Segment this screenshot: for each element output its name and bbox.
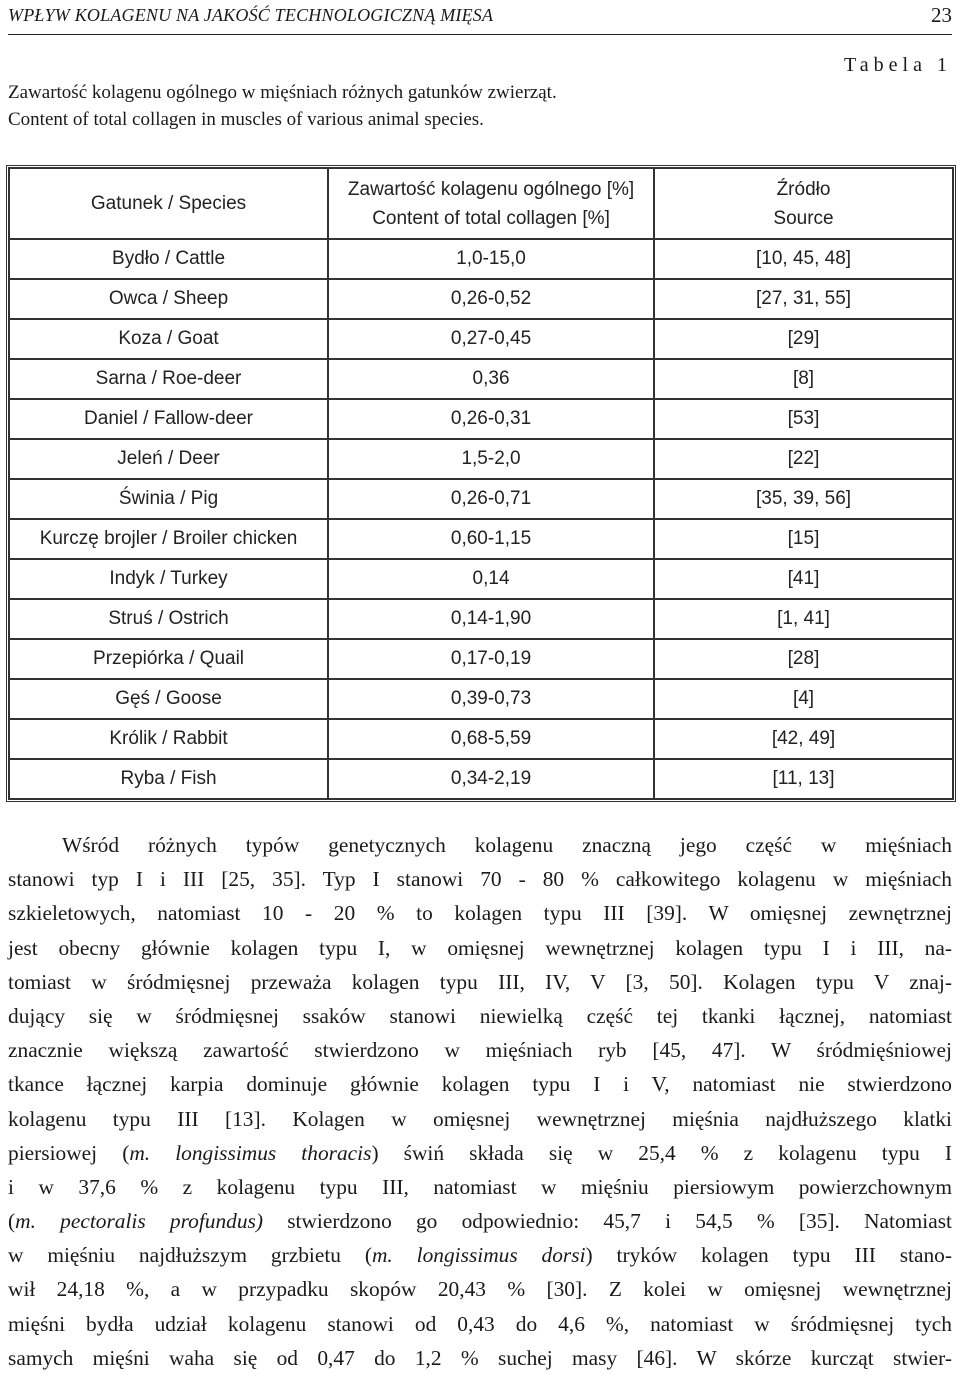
table-row: [9, 279, 953, 319]
source-cell: [42, 49]: [654, 719, 953, 759]
source-cell: [11, 13]: [654, 759, 953, 799]
text-line: i w 37,6 % z kolagenu typu III, natomiast w mięśniu piersiowym powierzchownym: [8, 1174, 952, 1199]
table-header-row: [9, 168, 953, 239]
text-line: w mięśniu najdłuższym grzbietu (m. longissimus dorsi) tryków kolagen typu III stano-: [8, 1243, 952, 1268]
content-cell: 0,26-0,31: [328, 399, 654, 439]
content-cell: 0,34-2,19: [328, 759, 654, 799]
table-row: [9, 479, 953, 519]
table-row: [9, 559, 953, 599]
table-label: Tabela 1: [843, 54, 952, 76]
table-row: [9, 719, 953, 759]
header-content-pl: Zawartość kolagenu ogólnego [%]: [347, 178, 635, 200]
source-cell: [35, 39, 56]: [654, 479, 953, 519]
text-line: wił 24,18 %, a w przypadku skopów 20,43 % [30]. Z kolei w omięsnej wewnętrznej: [8, 1277, 952, 1302]
source-cell: [15]: [654, 519, 953, 559]
text-line: jest obecny głównie kolagen typu I, w omięsnej wewnętrznej kolagen typu I i III, na-: [8, 935, 952, 960]
text-line: tkance łącznej karpia dominuje głównie kolagen typu I i V, natomiast nie stwierdzono: [8, 1072, 952, 1097]
content-cell: 0,68-5,59: [328, 719, 654, 759]
table-row: [9, 399, 953, 439]
species-cell: Sarna / Roe-deer: [9, 359, 328, 399]
source-cell: [28]: [654, 639, 953, 679]
table-body: [9, 239, 953, 799]
species-cell: Indyk / Turkey: [9, 559, 328, 599]
text-line: stanowi typ I i III [25, 35]. Typ I stanowi 70 - 80 % całkowitego kolagenu w mięśniach: [8, 867, 952, 892]
running-title: WPŁYW KOLAGENU NA JAKOŚĆ TECHNOLOGICZNĄ MIĘSA: [8, 5, 494, 25]
header-source: [654, 168, 953, 239]
running-header: [8, 0, 952, 35]
content-cell: 0,39-0,73: [328, 679, 654, 719]
header-species-label: Gatunek / Species: [90, 193, 247, 214]
table-row: [9, 359, 953, 399]
text-line: mięśni bydła udział kolagenu stanowi od 0,43 do 4,6 %, natomiast w śródmięsnej tych: [8, 1311, 952, 1336]
content-cell: 0,14-1,90: [328, 599, 654, 639]
content-cell: 1,5-2,0: [328, 439, 654, 479]
text-line: kolagenu typu III [13]. Kolagen w omięsnej wewnętrznej mięśnia najdłuższego klatki: [8, 1106, 952, 1131]
caption-polish: Zawartość kolagenu ogólnego w mięśniach różnych gatunków zwierząt.: [8, 82, 557, 103]
text-line: piersiowej (m. longissimus thoracis) świń składa się w 25,4 % z kolagenu typu I: [8, 1140, 952, 1165]
source-cell: [29]: [654, 319, 953, 359]
table-caption: [8, 79, 557, 133]
species-cell: Daniel / Fallow-deer: [9, 399, 328, 439]
header-source-en: Source: [773, 207, 834, 229]
source-cell: [53]: [654, 399, 953, 439]
content-cell: 0,26-0,52: [328, 279, 654, 319]
table-row: [9, 639, 953, 679]
species-cell: Struś / Ostrich: [9, 599, 328, 639]
page-number: 23: [931, 3, 952, 27]
source-cell: [10, 45, 48]: [654, 239, 953, 279]
text-line: (m. pectoralis profundus) stwierdzono go odpowiednio: 45,7 i 54,5 % [35]. Natomiast: [8, 1209, 953, 1234]
source-cell: [4]: [654, 679, 953, 719]
collagen-table: [6, 165, 956, 802]
species-cell: Królik / Rabbit: [9, 719, 328, 759]
species-cell: Ryba / Fish: [9, 759, 328, 799]
source-cell: [41]: [654, 559, 953, 599]
species-cell: Świnia / Pig: [9, 479, 328, 519]
species-cell: Koza / Goat: [9, 319, 328, 359]
text-line: samych mięśni waha się od 0,47 do 1,2 % suchej masy [46]. W skórze kurcząt stwier-: [8, 1345, 952, 1370]
content-cell: 0,27-0,45: [328, 319, 654, 359]
content-cell: 0,17-0,19: [328, 639, 654, 679]
species-cell: Jeleń / Deer: [9, 439, 328, 479]
table-row: [9, 519, 953, 559]
table-row: [9, 319, 953, 359]
text-line: Wśród różnych typów genetycznych kolagenu znaczną jego część w mięśniach: [62, 833, 952, 857]
header-content-en: Content of total collagen [%]: [372, 207, 610, 229]
species-cell: Bydło / Cattle: [9, 239, 328, 279]
table-row: [9, 239, 953, 279]
content-cell: 0,14: [328, 559, 654, 599]
header-species: [9, 168, 328, 239]
caption-english: Content of total collagen in muscles of various animal species.: [8, 109, 484, 130]
table-row: [9, 599, 953, 639]
content-cell: 0,60-1,15: [328, 519, 654, 559]
table-row: [9, 439, 953, 479]
text-line: szkieletowych, natomiast 10 - 20 % to kolagen typu III [39]. W omięsnej zewnętrznej: [8, 901, 952, 926]
header-content: [328, 168, 654, 239]
table-row: [9, 759, 953, 799]
species-cell: Kurczę brojler / Broiler chicken: [9, 519, 328, 559]
content-cell: 0,26-0,71: [328, 479, 654, 519]
header-source-pl: Źródło: [776, 178, 831, 200]
body-paragraph: [8, 828, 952, 1375]
species-cell: Przepiórka / Quail: [9, 639, 328, 679]
content-cell: 1,0-15,0: [328, 239, 654, 279]
source-cell: [8]: [654, 359, 953, 399]
text-line: znacznie większą zawartość stwierdzono w mięśniach ryb [45, 47]. W śródmięśniowej: [8, 1038, 952, 1063]
text-line: dujący się w śródmięsnej ssaków stanowi niewielką część tej tkanki łącznej, natomiast: [8, 1003, 952, 1028]
text-line: tomiast w śródmięsnej przeważa kolagen typu III, IV, V [3, 50]. Kolagen typu V znaj-: [8, 969, 952, 994]
source-cell: [22]: [654, 439, 953, 479]
table-row: [9, 679, 953, 719]
source-cell: [1, 41]: [654, 599, 953, 639]
content-cell: 0,36: [328, 359, 654, 399]
source-cell: [27, 31, 55]: [654, 279, 953, 319]
species-cell: Gęś / Goose: [9, 679, 328, 719]
species-cell: Owca / Sheep: [9, 279, 328, 319]
